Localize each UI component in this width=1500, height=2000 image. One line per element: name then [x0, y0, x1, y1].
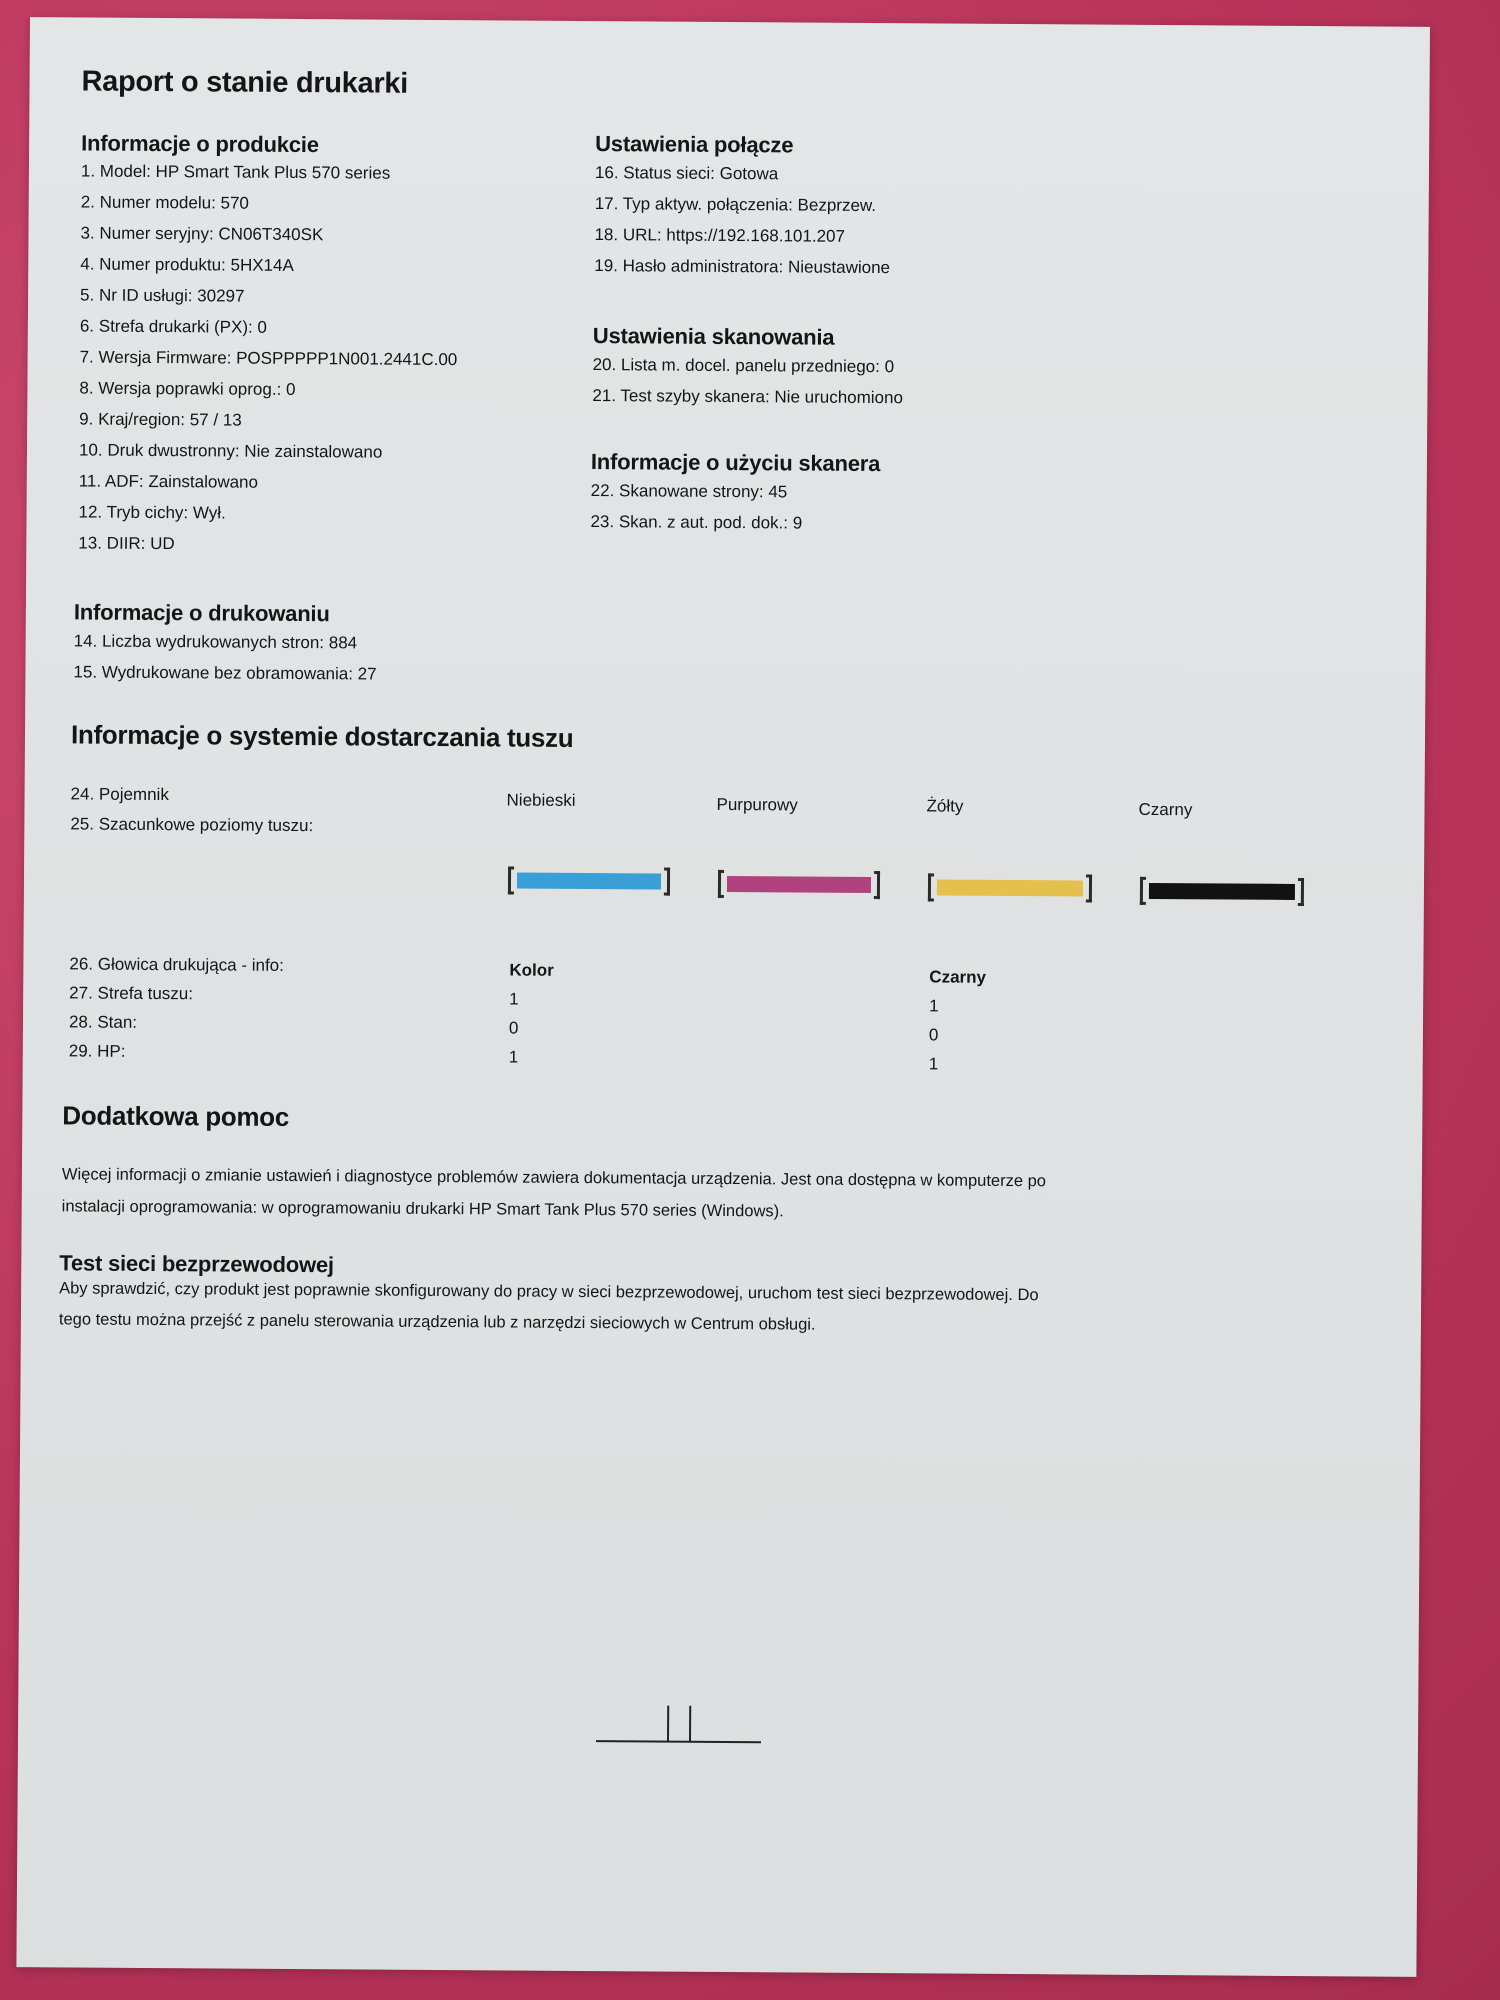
printhead-color-value: 1 — [509, 989, 519, 1009]
ink-level-yellow — [937, 879, 1083, 896]
product-item: 5. Nr ID usługi: 30297 — [80, 285, 245, 306]
ink-name-black: Czarny — [1138, 799, 1193, 820]
report-title: Raport o stanie drukarki — [81, 65, 409, 100]
wireless-test-line: tego testu można przejść z panelu sterowania urządzenia lub z narzędzi sieciowych w Centrum obsługi. — [58, 1310, 816, 1334]
product-item: 2. Numer modelu: 570 — [80, 192, 249, 213]
printhead-label: 26. Głowica drukująca - info: — [69, 954, 284, 975]
scanner-usage-item: 22. Skanowane strony: 45 — [590, 481, 788, 502]
product-item: 4. Numer produktu: 5HX14A — [80, 254, 294, 275]
scan-settings-heading: Ustawienia skanowania — [592, 323, 835, 350]
ink-level-black — [1149, 883, 1295, 900]
connection-item: 17. Typ aktyw. połączenia: Bezprzew. — [594, 194, 877, 216]
ink-level-cyan — [517, 873, 661, 890]
connection-settings-heading: Ustawienia połącze — [595, 131, 794, 158]
connection-item: 18. URL: https://192.168.101.207 — [594, 225, 846, 246]
help-heading: Dodatkowa pomoc — [62, 1100, 290, 1132]
printhead-black-value: 1 — [928, 1054, 939, 1074]
printing-item: 14. Liczba wydrukowanych stron: 884 — [73, 631, 358, 653]
scan-settings-item: 21. Test szyby skanera: Nie uruchomiono — [592, 386, 904, 408]
printhead-color-heading: Kolor — [509, 960, 554, 980]
ink-gauge-cyan — [508, 866, 670, 895]
ink-gauge-yellow — [928, 873, 1092, 902]
connection-item: 19. Hasło administratora: Nieustawione — [594, 256, 891, 278]
scan-settings-item: 20. Lista m. docel. panelu przedniego: 0 — [592, 355, 895, 377]
product-item: 9. Kraj/region: 57 / 13 — [79, 409, 242, 430]
printhead-color-value: 1 — [508, 1047, 519, 1067]
scanner-usage-heading: Informacje o użyciu skanera — [590, 449, 881, 477]
connection-item: 16. Status sieci: Gotowa — [594, 163, 779, 184]
printhead-color-value: 0 — [508, 1018, 519, 1038]
product-item: 3. Numer seryjny: CN06T340SK — [80, 223, 324, 245]
product-item: 6. Strefa drukarki (PX): 0 — [79, 316, 268, 337]
product-item: 13. DIIR: UD — [78, 533, 175, 554]
product-item: 12. Tryb cichy: Wył. — [78, 502, 226, 523]
wireless-test-line: Aby sprawdzić, czy produkt jest poprawnie skonfigurowany do pracy w sieci bezprzewodowej, uruchom test sieci bezprzewodowej. Do — [59, 1279, 1039, 1305]
printhead-black-value: 0 — [928, 1025, 939, 1045]
scanner-usage-item: 23. Skan. z aut. pod. dok.: 9 — [590, 512, 803, 533]
ink-system-heading: Informacje o systemie dostarczania tuszu — [70, 719, 574, 753]
printhead-label: 28. Stan: — [68, 1012, 138, 1032]
product-item: 7. Wersja Firmware: POSPPPPP1N001.2441C.00 — [79, 347, 458, 370]
product-item: 8. Wersja poprawki oprog.: 0 — [79, 378, 296, 399]
ink-level-magenta — [727, 876, 871, 893]
ink-name-yellow: Żółty — [926, 796, 964, 816]
help-text-line: instalacji oprogramowania: w oprogramowaniu drukarki HP Smart Tank Plus 570 series (Windows). — [61, 1197, 784, 1221]
product-item: 11. ADF: Zainstalowano — [78, 471, 259, 492]
printer-report-page — [16, 17, 1430, 1977]
container-label: 24. Pojemnik — [70, 784, 169, 805]
product-info-heading: Informacje o produkcie — [81, 130, 319, 158]
product-item: 1. Model: HP Smart Tank Plus 570 series — [80, 161, 391, 183]
help-text-line: Więcej informacji o zmianie ustawień i diagnostyce problemów zawiera dokumentacja urządzenia. Jest ona dostępna w komputerze po — [61, 1165, 1047, 1191]
printhead-black-heading: Czarny — [929, 967, 987, 987]
ink-name-magenta: Purpurowy — [716, 794, 798, 815]
product-item: 10. Druk dwustronny: Nie zainstalowano — [78, 440, 383, 462]
ink-gauge-magenta — [718, 870, 880, 899]
printhead-label: 27. Strefa tuszu: — [69, 983, 194, 1004]
printing-info-heading: Informacje o drukowaniu — [73, 599, 330, 627]
footer-mark — [596, 1703, 761, 1744]
printhead-label: 29. HP: — [68, 1041, 126, 1061]
printing-item: 15. Wydrukowane bez obramowania: 27 — [73, 662, 377, 684]
ink-name-cyan: Niebieski — [506, 790, 576, 810]
ink-gauge-black — [1140, 877, 1304, 906]
wireless-test-heading: Test sieci bezprzewodowej — [59, 1250, 334, 1278]
printhead-black-value: 1 — [929, 996, 939, 1016]
ink-levels-label: 25. Szacunkowe poziomy tuszu: — [70, 814, 314, 836]
